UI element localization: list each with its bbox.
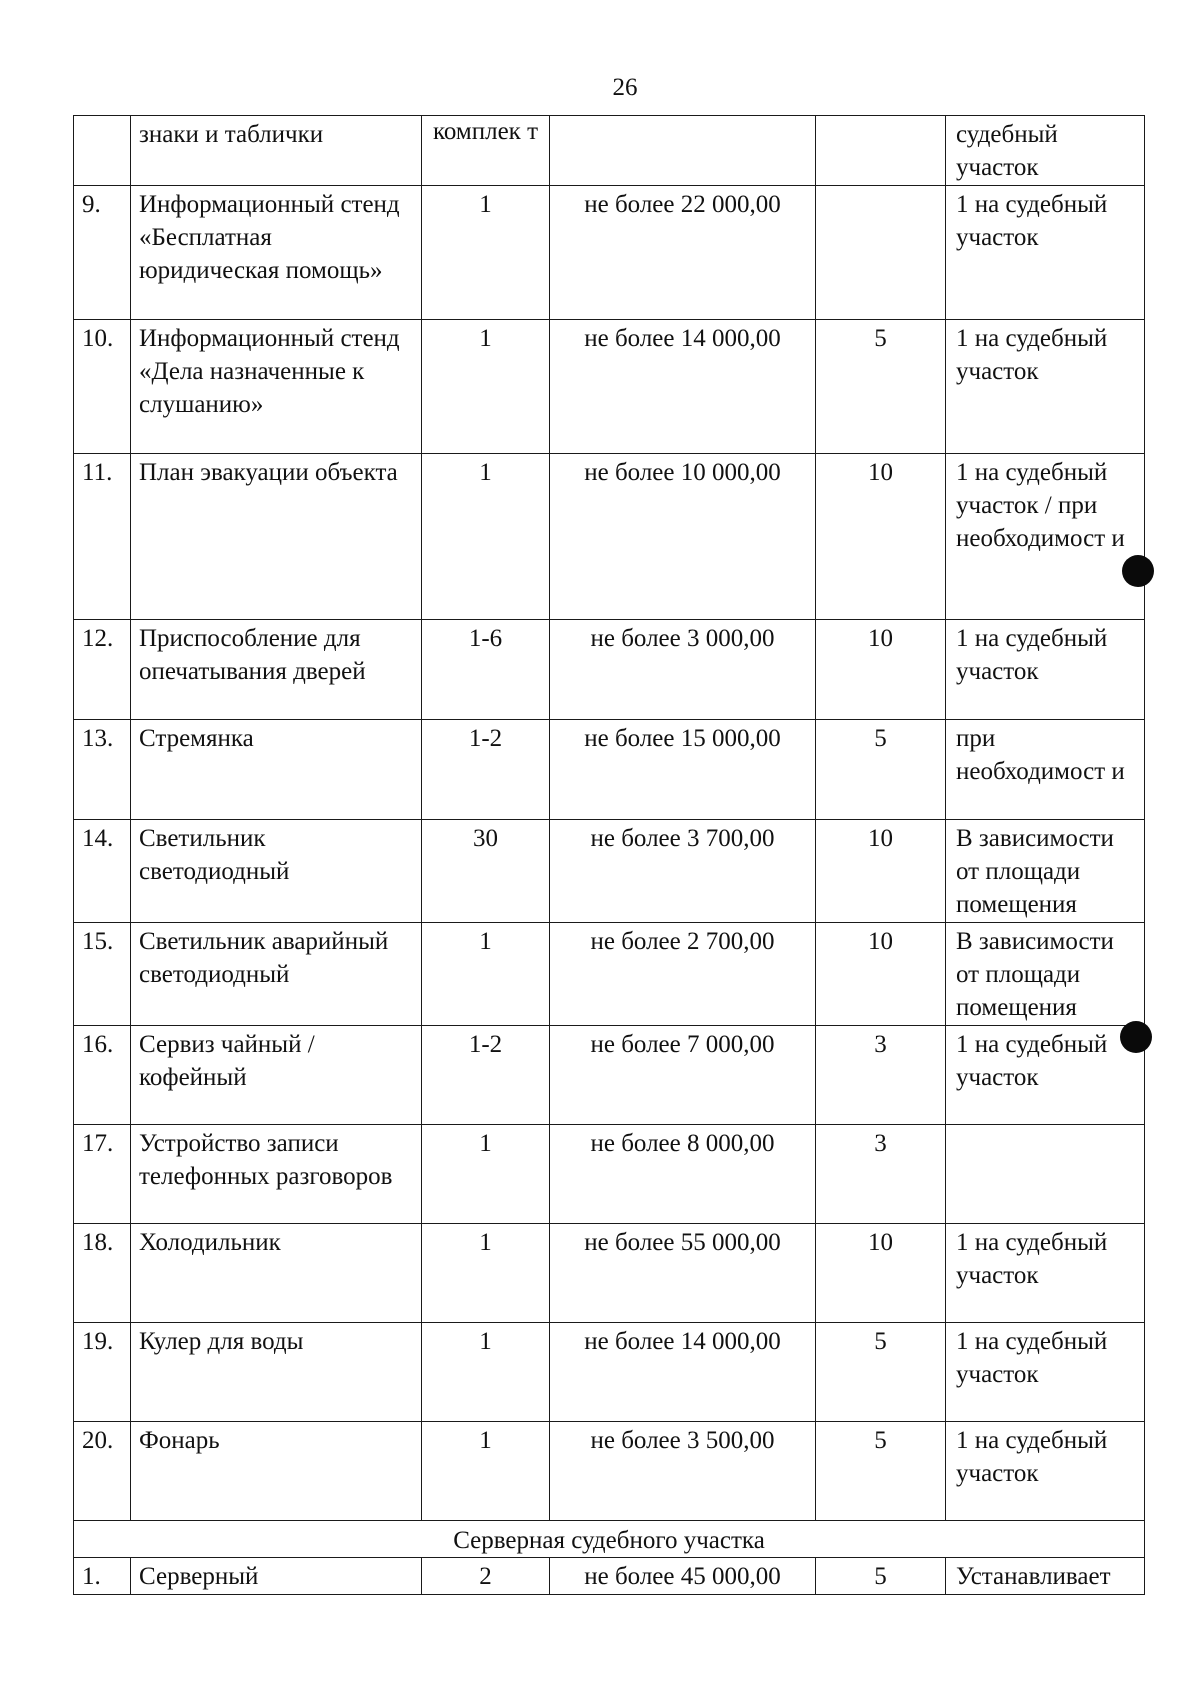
item-note: 1 на судебный участок	[946, 1026, 1145, 1125]
punch-hole-mark	[1122, 555, 1154, 587]
table-row	[74, 116, 1145, 186]
item-price: не более 8 000,00	[550, 1125, 816, 1224]
item-name: Холодильник	[131, 1224, 422, 1323]
item-quantity: 1	[422, 1323, 550, 1422]
item-note: 1 на судебный участок	[946, 1323, 1145, 1422]
item-note: 1 на судебный участок	[946, 320, 1145, 454]
item-service-life	[816, 116, 946, 186]
item-name: Светильник аварийный светодиодный	[131, 923, 422, 1026]
item-service-life: 5	[816, 1422, 946, 1521]
table-row	[74, 1323, 1145, 1422]
row-number: 10.	[74, 320, 131, 454]
row-number: 13.	[74, 720, 131, 820]
item-name: Приспособление для опечатывания дверей	[131, 620, 422, 720]
item-service-life	[816, 186, 946, 320]
row-number: 12.	[74, 620, 131, 720]
item-note: 1 на судебный участок	[946, 1422, 1145, 1521]
item-service-life: 10	[816, 620, 946, 720]
item-quantity: 1	[422, 1224, 550, 1323]
item-service-life: 10	[816, 820, 946, 923]
table-row	[74, 454, 1145, 620]
item-service-life: 10	[816, 454, 946, 620]
table-row	[74, 620, 1145, 720]
item-service-life: 10	[816, 1224, 946, 1323]
table-row	[74, 320, 1145, 454]
item-name: Стремянка	[131, 720, 422, 820]
item-note: Устанавливает	[946, 1558, 1145, 1595]
item-note	[946, 1125, 1145, 1224]
item-price: не более 45 000,00	[550, 1558, 816, 1595]
item-service-life: 5	[816, 720, 946, 820]
item-price: не более 3 000,00	[550, 620, 816, 720]
item-price: не более 3 500,00	[550, 1422, 816, 1521]
item-quantity: 1	[422, 923, 550, 1026]
item-quantity: 30	[422, 820, 550, 923]
row-number: 14.	[74, 820, 131, 923]
item-price: не более 14 000,00	[550, 320, 816, 454]
table-row	[74, 820, 1145, 923]
item-price: не более 14 000,00	[550, 1323, 816, 1422]
item-note: при необходимост и	[946, 720, 1145, 820]
row-number: 15.	[74, 923, 131, 1026]
item-name: Информационный стенд «Дела назначенные к слушанию»	[131, 320, 422, 454]
item-quantity: 1	[422, 1125, 550, 1224]
item-quantity: 1-2	[422, 720, 550, 820]
item-service-life: 10	[816, 923, 946, 1026]
row-number: 11.	[74, 454, 131, 620]
row-number: 17.	[74, 1125, 131, 1224]
table-body	[74, 116, 1145, 1595]
item-note: судебный участок	[946, 116, 1145, 186]
item-name: знаки и таблички	[131, 116, 422, 186]
item-quantity: 1	[422, 186, 550, 320]
item-name: Сервиз чайный / кофейный	[131, 1026, 422, 1125]
punch-hole-mark	[1120, 1021, 1152, 1053]
item-name: Информационный стенд «Бесплатная юридическая помощь»	[131, 186, 422, 320]
row-number: 1.	[74, 1558, 131, 1595]
page-number: 26	[612, 74, 638, 101]
table-row	[74, 720, 1145, 820]
item-service-life: 5	[816, 1323, 946, 1422]
row-number: 20.	[74, 1422, 131, 1521]
item-price: не более 22 000,00	[550, 186, 816, 320]
table-row	[74, 1026, 1145, 1125]
row-number: 9.	[74, 186, 131, 320]
item-quantity: 1	[422, 320, 550, 454]
equipment-table	[73, 115, 1145, 1595]
row-number	[74, 116, 131, 186]
section-title: Серверная судебного участка	[74, 1521, 1145, 1558]
row-number: 16.	[74, 1026, 131, 1125]
item-name: Кулер для воды	[131, 1323, 422, 1422]
table-row	[74, 1224, 1145, 1323]
table-row	[74, 923, 1145, 1026]
item-note: 1 на судебный участок	[946, 620, 1145, 720]
item-quantity: 1	[422, 1422, 550, 1521]
item-service-life: 5	[816, 320, 946, 454]
item-note: 1 на судебный участок / при необходимост и	[946, 454, 1145, 620]
item-service-life: 3	[816, 1125, 946, 1224]
item-price: не более 10 000,00	[550, 454, 816, 620]
table-row	[74, 1125, 1145, 1224]
item-name: Светильник светодиодный	[131, 820, 422, 923]
row-number: 18.	[74, 1224, 131, 1323]
item-quantity: комплек т	[422, 116, 550, 186]
table-row	[74, 1422, 1145, 1521]
item-quantity: 1-2	[422, 1026, 550, 1125]
item-note: 1 на судебный участок	[946, 186, 1145, 320]
item-price: не более 7 000,00	[550, 1026, 816, 1125]
section-header-row	[74, 1521, 1145, 1558]
item-price	[550, 116, 816, 186]
row-number: 19.	[74, 1323, 131, 1422]
item-price: не более 2 700,00	[550, 923, 816, 1026]
item-quantity: 1	[422, 454, 550, 620]
item-quantity: 1-6	[422, 620, 550, 720]
table-row	[74, 186, 1145, 320]
item-name: Серверный	[131, 1558, 422, 1595]
item-price: не более 3 700,00	[550, 820, 816, 923]
item-name: План эвакуации объекта	[131, 454, 422, 620]
item-price: не более 55 000,00	[550, 1224, 816, 1323]
table-row	[74, 1558, 1145, 1595]
item-service-life: 5	[816, 1558, 946, 1595]
item-name: Фонарь	[131, 1422, 422, 1521]
item-note: В зависимости от площади помещения	[946, 923, 1145, 1026]
item-note: 1 на судебный участок	[946, 1224, 1145, 1323]
item-note: В зависимости от площади помещения	[946, 820, 1145, 923]
item-quantity: 2	[422, 1558, 550, 1595]
item-service-life: 3	[816, 1026, 946, 1125]
item-price: не более 15 000,00	[550, 720, 816, 820]
item-name: Устройство записи телефонных разговоров	[131, 1125, 422, 1224]
